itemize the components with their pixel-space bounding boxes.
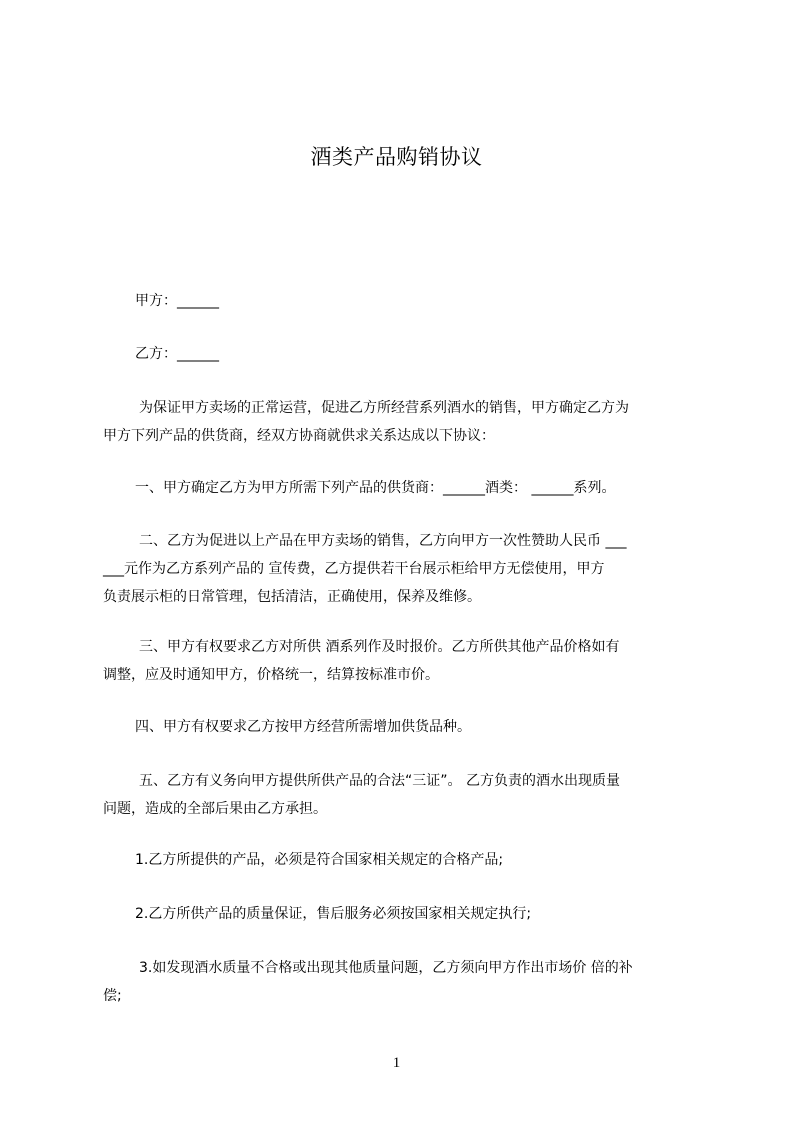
clause-3-line-2: 调整，应及时通知甲方，价格统一，结算按标准市价。 [103, 667, 439, 683]
item-2-paragraph [103, 900, 703, 928]
intro-line-1: 为保证甲方卖场的正常运营，促进乙方所经营系列酒水的销售，甲方确定乙方为 [139, 400, 629, 416]
clause-3-line-1: 三、甲方有权要求乙方对所供 酒系列作及时报价。乙方所供其他产品价格如有 [139, 639, 620, 655]
intro-paragraph [103, 394, 703, 450]
clause-4-text: 四、甲方有权要求乙方按甲方经营所需增加供货品种。 [135, 719, 471, 735]
item-1-text: 1.乙方所提供的产品，必须是符合国家相关规定的合格产品; [135, 852, 504, 868]
clause-1-paragraph [103, 474, 703, 502]
intro-line-2: 甲方下列产品的供货商，经双方协商就供求关系达成以下协议： [103, 428, 495, 444]
clause-5-line-2: 问题，造成的全部后果由乙方承担。 [103, 801, 327, 817]
party-a-text: 甲方：______ [135, 293, 219, 309]
party-a-line [103, 287, 735, 315]
party-b-line [103, 340, 735, 368]
document-title: 酒类产品购销协议 [310, 145, 483, 169]
clause-5-line-1: 五、乙方有义务向甲方提供所供产品的合法“三证”。 乙方负责的酒水出现质量 [139, 773, 620, 789]
item-1-paragraph [103, 846, 703, 874]
item-3-line-2: 偿; [103, 988, 122, 1004]
item-2-text: 2.乙方所供产品的质量保证，售后服务必须按国家相关规定执行; [135, 906, 532, 922]
clause-1-text: 一、甲方确定乙方为甲方所需下列产品的供货商：______酒类： ______系列。 [135, 480, 616, 496]
clause-3-paragraph [103, 633, 703, 689]
clause-4-paragraph [103, 713, 703, 741]
clause-2-paragraph [103, 527, 703, 611]
item-3-paragraph [103, 954, 703, 1010]
item-3-line-1: 3.如发现酒水质量不合格或出现其他质量问题，乙方须向甲方作出市场价 倍的补 [139, 960, 633, 976]
clause-2-line-3: 负责展示柜的日常管理，包括清洁，正确使用，保养及维修。 [103, 589, 481, 605]
page-number: 1 [392, 1055, 401, 1071]
party-b-text: 乙方：______ [135, 346, 219, 362]
clause-2-line-1: 二、乙方为促进以上产品在甲方卖场的销售，乙方向甲方一次性赞助人民币 ___ [139, 533, 627, 549]
clause-5-paragraph [103, 767, 703, 823]
clause-2-line-2: ___元作为乙方系列产品的 宣传费，乙方提供若干台展示柜给甲方无偿使用，甲方 [103, 561, 605, 577]
